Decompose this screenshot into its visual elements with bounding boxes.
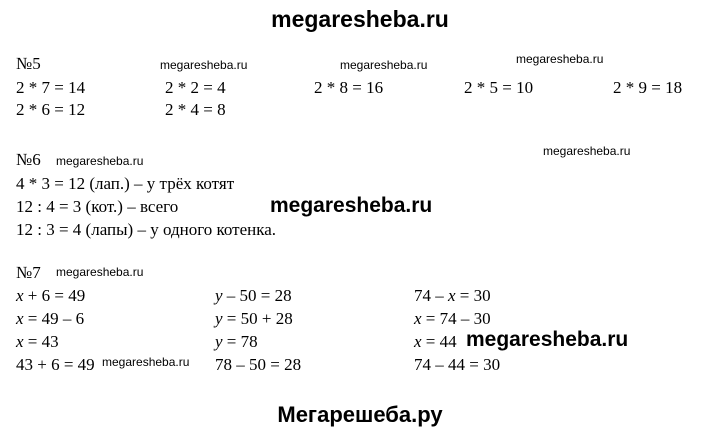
task5-eq: 2 * 9 = 18 bbox=[613, 78, 683, 97]
variable-x: x bbox=[448, 286, 456, 305]
task7-col2-line3: y = 78 bbox=[215, 332, 258, 351]
task7-col3-line2: x = 74 – 30 bbox=[414, 309, 491, 328]
task5-eq: 2 * 2 = 4 bbox=[165, 78, 226, 97]
watermark: megaresheba.ru bbox=[340, 58, 428, 72]
watermark: megaresheba.ru bbox=[56, 154, 144, 168]
task6-number: №6 bbox=[16, 150, 41, 169]
task7-col2-check: 78 – 50 = 28 bbox=[215, 355, 302, 374]
task7-col3-check: 74 – 44 = 30 bbox=[414, 355, 501, 374]
watermark-big: megaresheba.ru bbox=[466, 328, 629, 351]
task7-col3-line3: x = 44 bbox=[414, 332, 457, 351]
task5-eq: 2 * 6 = 12 bbox=[16, 100, 86, 119]
task7-col1-check: 43 + 6 = 49 bbox=[16, 355, 95, 374]
task5-number: №5 bbox=[16, 54, 41, 73]
task7-col1-line1: x + 6 = 49 bbox=[16, 286, 86, 305]
variable-y: y bbox=[215, 286, 223, 305]
watermark: megaresheba.ru bbox=[516, 52, 604, 66]
watermark: megaresheba.ru bbox=[160, 58, 248, 72]
task7-col1-line2: x = 49 – 6 bbox=[16, 309, 85, 328]
variable-x: x bbox=[16, 332, 24, 351]
task5-eq: 2 * 4 = 8 bbox=[165, 100, 226, 119]
watermark: megaresheba.ru bbox=[56, 265, 144, 279]
watermark-big: megaresheba.ru bbox=[270, 194, 433, 217]
task6-line: 12 : 4 = 3 (кот.) – всего bbox=[16, 197, 179, 216]
watermark: megaresheba.ru bbox=[102, 355, 190, 369]
task5-eq: 2 * 5 = 10 bbox=[464, 78, 534, 97]
task7-col2-line2: y = 50 + 28 bbox=[215, 309, 293, 328]
variable-x: x bbox=[16, 286, 24, 305]
variable-y: y bbox=[215, 332, 223, 351]
task6-line: 4 * 3 = 12 (лап.) – у трёх котят bbox=[16, 174, 235, 193]
task7-col1-line3: x = 43 bbox=[16, 332, 59, 351]
site-title: megaresheba.ru bbox=[271, 6, 449, 32]
task6-line: 12 : 3 = 4 (лапы) – у одного котенка. bbox=[16, 220, 277, 239]
task7-col3-line1: 74 – x = 30 bbox=[414, 286, 491, 305]
variable-x: x bbox=[16, 309, 24, 328]
footer-brand: Мегарешеба.ру bbox=[277, 402, 443, 427]
variable-x: x bbox=[414, 332, 422, 351]
variable-y: y bbox=[215, 309, 223, 328]
watermark: megaresheba.ru bbox=[543, 144, 631, 158]
task7-col2-line1: y – 50 = 28 bbox=[215, 286, 292, 305]
variable-x: x bbox=[414, 309, 422, 328]
task5-eq: 2 * 8 = 16 bbox=[314, 78, 384, 97]
task7-number: №7 bbox=[16, 263, 41, 282]
task5-eq: 2 * 7 = 14 bbox=[16, 78, 86, 97]
